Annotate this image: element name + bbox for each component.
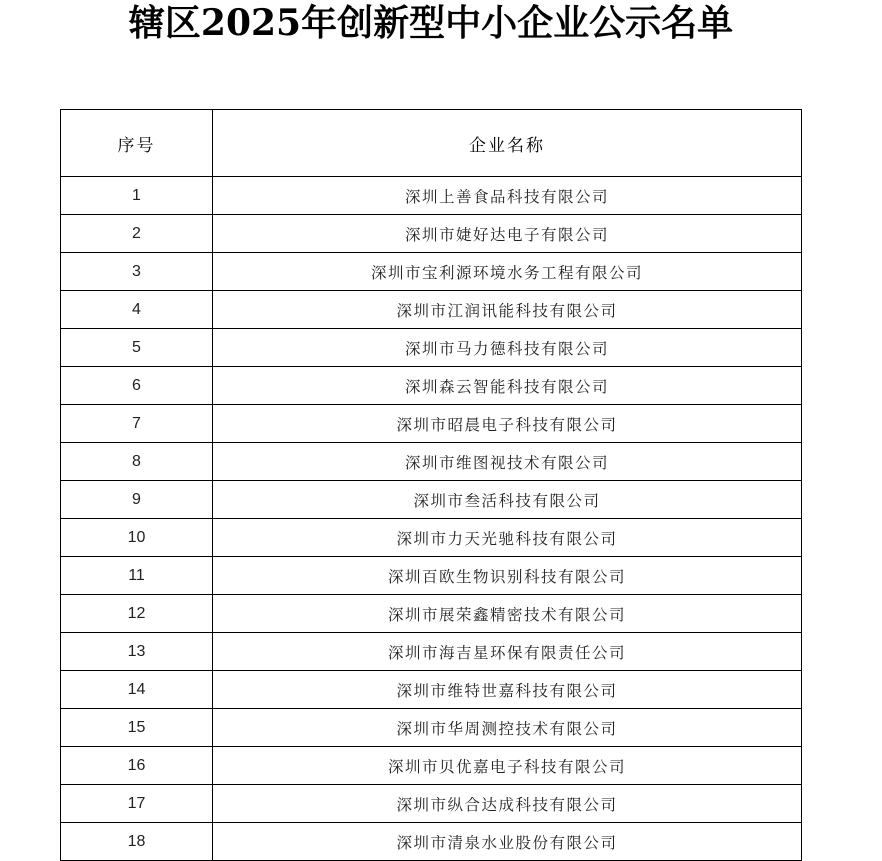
table-row	[61, 747, 802, 785]
row-index: 6	[61, 367, 213, 405]
company-name: 深圳市华周测控技术有限公司	[213, 709, 802, 747]
company-name: 深圳市江润讯能科技有限公司	[213, 291, 802, 329]
row-index: 14	[61, 671, 213, 709]
row-index: 2	[61, 215, 213, 253]
table-row	[61, 443, 802, 481]
table-row	[61, 823, 802, 861]
table-row	[61, 557, 802, 595]
row-index: 10	[61, 519, 213, 557]
table-row	[61, 253, 802, 291]
company-name: 深圳市婕好达电子有限公司	[213, 215, 802, 253]
table-row	[61, 329, 802, 367]
company-name: 深圳市维图视技术有限公司	[213, 443, 802, 481]
company-name: 深圳市叁活科技有限公司	[213, 481, 802, 519]
company-name: 深圳市贝优嘉电子科技有限公司	[213, 747, 802, 785]
table-header	[61, 110, 802, 177]
row-index: 15	[61, 709, 213, 747]
company-name: 深圳市维特世嘉科技有限公司	[213, 671, 802, 709]
table-row	[61, 367, 802, 405]
table-row	[61, 595, 802, 633]
page-title: 辖区2025年创新型中小企业公示名单	[128, 2, 734, 44]
company-name: 深圳森云智能科技有限公司	[213, 367, 802, 405]
table-row	[61, 633, 802, 671]
company-name: 深圳市宝利源环境水务工程有限公司	[213, 253, 802, 291]
row-index: 16	[61, 747, 213, 785]
company-name: 深圳市纵合达成科技有限公司	[213, 785, 802, 823]
company-name: 深圳市清泉水业股份有限公司	[213, 823, 802, 861]
row-index: 7	[61, 405, 213, 443]
enterprise-table	[60, 109, 802, 861]
row-index: 11	[61, 557, 213, 595]
company-name: 深圳百欧生物识别科技有限公司	[213, 557, 802, 595]
company-name: 深圳上善食品科技有限公司	[213, 177, 802, 215]
row-index: 1	[61, 177, 213, 215]
table-row	[61, 671, 802, 709]
table-row	[61, 177, 802, 215]
table-row	[61, 519, 802, 557]
table-row	[61, 291, 802, 329]
table-row	[61, 709, 802, 747]
company-name: 深圳市昭晨电子科技有限公司	[213, 405, 802, 443]
table-row	[61, 405, 802, 443]
table-row	[61, 481, 802, 519]
row-index: 3	[61, 253, 213, 291]
company-name: 深圳市马力德科技有限公司	[213, 329, 802, 367]
column-header-name: 企业名称	[213, 110, 802, 177]
row-index: 8	[61, 443, 213, 481]
row-index: 18	[61, 823, 213, 861]
company-name: 深圳市展荣鑫精密技术有限公司	[213, 595, 802, 633]
row-index: 4	[61, 291, 213, 329]
table-row	[61, 785, 802, 823]
row-index: 9	[61, 481, 213, 519]
table-row	[61, 215, 802, 253]
row-index: 17	[61, 785, 213, 823]
row-index: 13	[61, 633, 213, 671]
row-index: 12	[61, 595, 213, 633]
column-header-index: 序号	[61, 110, 213, 177]
company-name: 深圳市海吉星环保有限责任公司	[213, 633, 802, 671]
header-row	[61, 110, 802, 177]
table-body	[61, 177, 802, 861]
company-name: 深圳市力天光驰科技有限公司	[213, 519, 802, 557]
row-index: 5	[61, 329, 213, 367]
